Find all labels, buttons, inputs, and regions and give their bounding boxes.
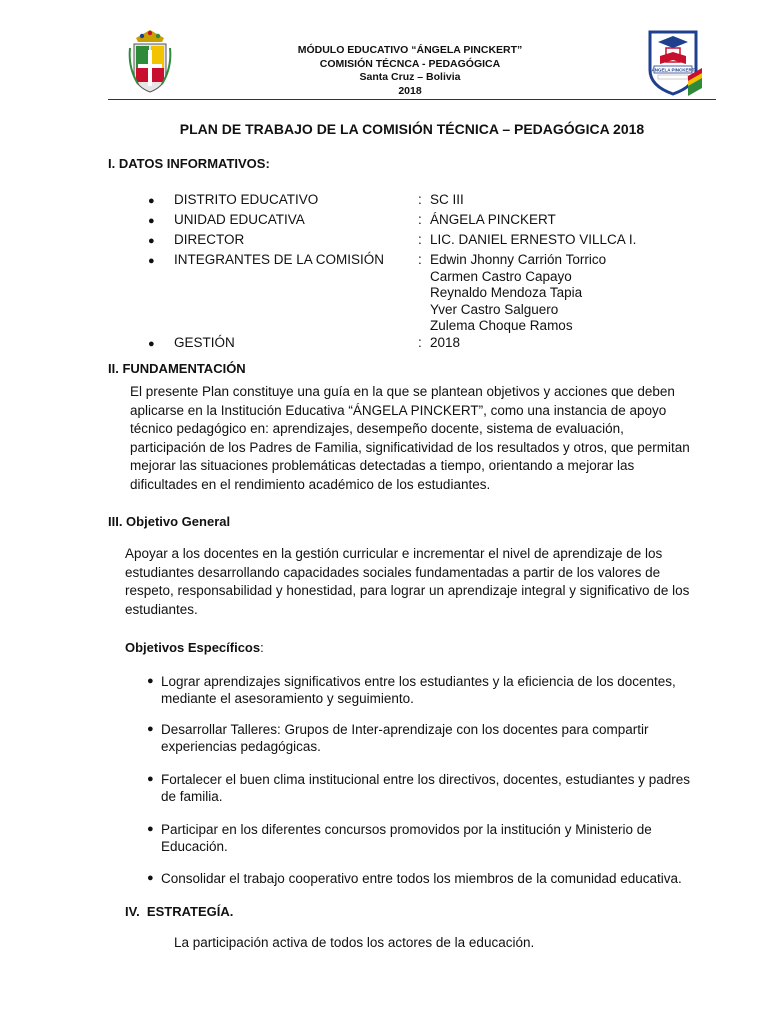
bullet-line: de familia. [161, 789, 223, 804]
member-name: Carmen Castro Capayo [430, 268, 572, 284]
bullet-icon: ● [148, 255, 155, 267]
bullet-icon: ● [147, 723, 154, 735]
colon: : [418, 212, 422, 227]
member-name: Edwin Jhonny Carrión Torrico [430, 252, 607, 267]
bullet-line: experiencias pedagógicas. [161, 739, 321, 754]
section-3-heading: III. Objetivo General [108, 514, 231, 529]
list-item [147, 821, 717, 855]
colon: : [418, 335, 422, 350]
bullet-icon: ● [147, 872, 154, 884]
paragraph-line: Apoyar a los docentes en la gestión curricular e incrementar el nivel de aprendizaje de los [125, 546, 663, 561]
value-district: SC III [430, 192, 464, 207]
bullet-line: Educación. [161, 839, 228, 854]
paragraph-line: estudiantes. [125, 601, 198, 617]
header-divider [108, 99, 716, 100]
general-objective-paragraph [125, 545, 714, 619]
label-members: INTEGRANTES DE LA COMISIÓN [174, 252, 385, 267]
section-2-heading: II. FUNDAMENTACIÓN [108, 361, 246, 376]
bullet-icon: ● [147, 773, 154, 785]
bullet-icon: ● [147, 675, 154, 687]
paragraph-line: dificultades en el rendimiento académico de los estudiantes. [130, 476, 491, 492]
paragraph-line: técnico pedagógico en: aprendizajes, desempeño docente, sistema de evaluación, [130, 421, 624, 436]
member-name: Yver Castro Salguero [430, 301, 559, 317]
crest-banner-text: ÁNGELA PINCKERT [651, 67, 695, 73]
header-location: Santa Cruz – Bolivia [359, 71, 461, 83]
list-item [147, 870, 717, 887]
bullet-icon: ● [148, 338, 155, 350]
header-block [190, 44, 630, 98]
paragraph-line: estudiantes desarrollando capacidades sociales fundamentadas a partir de los valores de [125, 564, 661, 580]
colon: : [260, 640, 264, 655]
paragraph-line: aplicarse en la Institución Educativa “ÁNGELA PINCKERT”, como una instancia de apoyo [130, 402, 667, 418]
section-4-heading: IV. ESTRATEGÍA. [125, 904, 234, 919]
list-item [147, 673, 717, 707]
section-1-heading: I. DATOS INFORMATIVOS: [108, 156, 270, 171]
value-members [430, 252, 606, 335]
label-management: GESTIÓN [174, 335, 235, 350]
informative-data-list [0, 192, 768, 362]
colon: : [418, 252, 422, 267]
value-director: LIC. DANIEL ERNESTO VILLCA I. [430, 232, 637, 247]
paragraph-line: respeto, responsabilidad y honestidad, para lograr un aprendizaje integral y significativo de los [125, 583, 690, 598]
strategy-text: La participación activa de todos los actores de la educación. [174, 935, 535, 950]
paragraph-line: El presente Plan constituye una guía en la que se plantean objetivos y acciones que deben [130, 384, 675, 399]
paragraph-line: mejorar las situaciones problemáticas detectadas a tiempo, orientando a mejorar las [130, 458, 635, 473]
bullet-line: Lograr aprendizajes significativos entre los estudiantes y la eficiencia de los docentes, [161, 674, 676, 689]
label-school: UNIDAD EDUCATIVA [174, 212, 305, 227]
colon: : [418, 232, 422, 247]
specific-objectives-title: Objetivos Específicos [125, 640, 261, 655]
document-title: PLAN DE TRABAJO DE LA COMISIÓN TÉCNICA – PEDAGÓGICA 2018 [179, 121, 645, 137]
bullet-line: mediante el asesoramiento y seguimiento. [161, 691, 414, 706]
coat-of-arms-logo [128, 28, 172, 94]
bullet-icon: ● [148, 195, 155, 207]
bullet-icon: ● [148, 235, 155, 247]
colon: : [418, 192, 422, 207]
header-institution: MÓDULO EDUCATIVO “ÁNGELA PINCKERT” [297, 44, 523, 56]
bullet-line: Fortalecer el buen clima institucional entre los directivos, docentes, estudiantes y padres [161, 772, 691, 787]
school-crest-logo [644, 26, 702, 98]
bullet-line: Participar en los diferentes concursos promovidos por la institución y Ministerio de [161, 822, 652, 837]
bullet-line: Consolidar el trabajo cooperativo entre todos los miembros de la comunidad educativa. [161, 871, 682, 886]
header-year: 2018 [398, 84, 422, 97]
label-director: DIRECTOR [174, 232, 245, 247]
header-commission: COMISIÓN TÉCNCA - PEDAGÓGICA [319, 57, 501, 70]
label-district: DISTRITO EDUCATIVO [174, 192, 319, 207]
paragraph-line: participación de los Padres de Familia, significatividad de los resultados y otros, que permitan [130, 439, 690, 455]
list-item [147, 721, 717, 755]
list-item [147, 771, 717, 805]
member-name: Zulema Choque Ramos [430, 318, 573, 333]
bullet-icon: ● [147, 823, 154, 835]
value-school: ÁNGELA PINCKERT [430, 212, 556, 227]
specific-objectives-heading [125, 640, 264, 655]
bullet-icon: ● [148, 215, 155, 227]
value-management: 2018 [430, 335, 461, 350]
fundamentation-paragraph [130, 383, 714, 494]
member-name: Reynaldo Mendoza Tapia [430, 285, 583, 300]
bullet-line: Desarrollar Talleres: Grupos de Inter-aprendizaje con los docentes para compartir [161, 722, 649, 737]
